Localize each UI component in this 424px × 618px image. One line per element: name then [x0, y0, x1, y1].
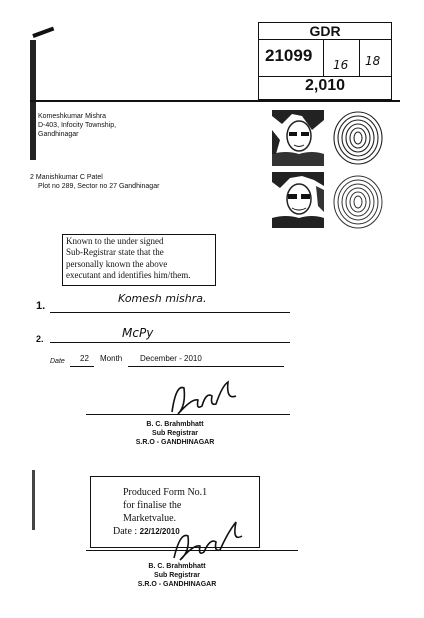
corner-mark [32, 27, 57, 48]
stamp-handwritten-2: 18 [365, 54, 381, 68]
officer-2-office: S.R.O - GANDHINAGAR [137, 581, 217, 588]
officer-2-name: B. C. Brahmbhatt [148, 563, 206, 570]
officer-2-title: Sub Registrar [154, 572, 200, 579]
party-1-photo [272, 110, 324, 166]
date-day-line [70, 366, 94, 367]
scan-edge-mark [32, 470, 35, 530]
officer-1-office: S.R.O - GANDHINAGAR [135, 439, 215, 446]
identification-line-4: executant and identifies him/them. [66, 270, 191, 281]
officer-2-block [122, 562, 232, 589]
month-label: Month [100, 354, 123, 363]
top-divider [30, 100, 400, 102]
signature-2-text: McPy [122, 326, 154, 340]
signature-1-index: 1. [36, 300, 46, 312]
stamp-number: 21099 [265, 46, 313, 65]
officer-1-line [86, 414, 290, 415]
registration-stamp [258, 22, 392, 100]
produced-date-label: Date : [113, 526, 138, 537]
identification-line-2: Sub-Registrar state that the [66, 247, 164, 258]
officer-2-line [86, 550, 298, 551]
party-1-address-2: Gandhinagar [38, 131, 79, 138]
identification-line-3: personally known the above [66, 258, 168, 269]
party-1 [38, 112, 116, 139]
signature-1-text: Komesh mishra. [118, 292, 207, 305]
produced-date-value: 22/12/2010 [139, 527, 180, 536]
officer-1-title: Sub Registrar [152, 430, 198, 437]
signature-2-index: 2. [36, 334, 44, 344]
signature-2-line [50, 342, 290, 343]
produced-line-3: Marketvalue. [123, 513, 177, 524]
party-1-name: Komeshkumar Mishra [38, 113, 107, 120]
officer-1-block [120, 420, 230, 447]
date-label: Date [50, 358, 65, 365]
produced-line-1: Produced Form No.1 [123, 487, 208, 498]
party-2-thumbprint [330, 172, 386, 230]
party-2-address-1: Plot no 289, Sector no 27 Gandhinagar [38, 183, 160, 190]
party-2-photo [272, 172, 324, 228]
party-2-name: Manishkumar C Patel [35, 174, 103, 181]
party-2 [30, 173, 159, 191]
stamp-amount: 2,010 [304, 77, 346, 94]
produced-line-2: for finalise the [123, 500, 182, 511]
date-day: 22 [80, 354, 89, 363]
officer-1-name: B. C. Brahmbhatt [146, 421, 204, 428]
signature-1-line [50, 312, 290, 313]
stamp-handwritten-1: 16 [333, 58, 349, 72]
identification-note [62, 234, 216, 286]
stamp-header: GDR [259, 23, 391, 40]
month-line [128, 366, 284, 367]
month-value: December - 2010 [140, 354, 202, 363]
party-1-address-1: D-403, Infocity Township, [38, 122, 117, 129]
party-2-index: 2 [30, 174, 34, 181]
identification-line-1: Known to the under signed [66, 236, 164, 246]
officer-1-signature [166, 376, 246, 425]
party-1-thumbprint [330, 108, 386, 166]
